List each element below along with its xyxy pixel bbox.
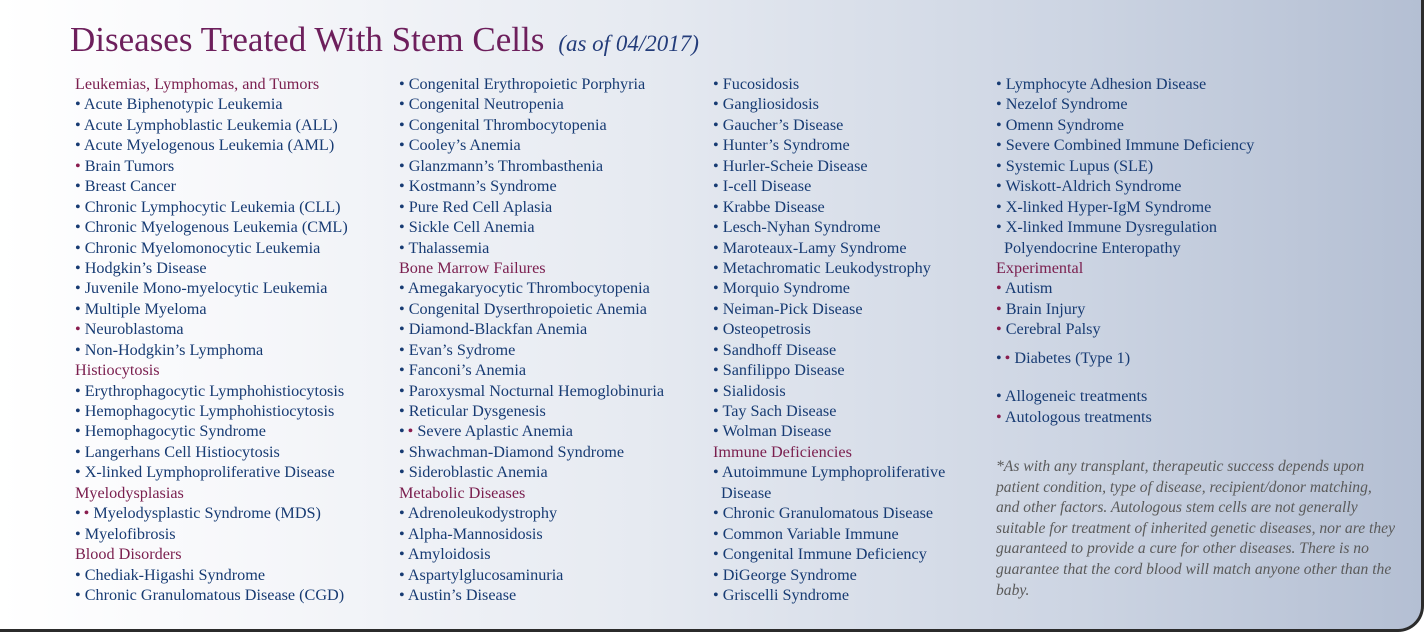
allogeneic-bullet-icon: •	[75, 95, 81, 114]
disease-name: Wolman Disease	[722, 422, 832, 441]
disease-item	[399, 238, 664, 258]
disease-item	[713, 585, 945, 605]
disease-item	[399, 340, 664, 360]
allogeneic-bullet-icon: •	[713, 218, 719, 237]
allogeneic-bullet-icon: •	[996, 136, 1002, 155]
allogeneic-bullet-icon: •	[399, 361, 405, 380]
disease-column-4	[996, 74, 1254, 427]
disease-item	[399, 197, 664, 217]
disease-name: Severe Combined Immune Deficiency	[1005, 136, 1255, 155]
disease-name: Adrenoleukodystrophy	[407, 504, 558, 523]
allogeneic-bullet-icon: •	[75, 422, 81, 441]
disease-name: Gaucher’s Disease	[722, 115, 844, 134]
disease-name: Congenital Dyserthropoietic Anemia	[408, 299, 647, 318]
disease-name: Neuroblastoma	[84, 320, 184, 339]
disease-item	[399, 135, 664, 155]
allogeneic-bullet-icon: •	[75, 177, 81, 196]
disease-name: Chronic Granulomatous Disease	[722, 504, 934, 523]
disease-name: Acute Biphenotypic Leukemia	[83, 95, 283, 114]
allogeneic-bullet-icon: •	[75, 115, 81, 134]
allogeneic-bullet-icon: •	[75, 442, 81, 461]
disease-name: Kostmann’s Syndrome	[408, 177, 557, 196]
disease-name: Glanzmann’s Thrombasthenia	[408, 156, 604, 175]
disease-name: Allogeneic treatments	[1004, 387, 1148, 406]
disease-item	[996, 217, 1254, 237]
allogeneic-bullet-icon: •	[713, 136, 719, 155]
allogeneic-bullet-icon: •	[713, 565, 719, 584]
allogeneic-bullet-icon: •	[399, 402, 405, 420]
disease-item	[996, 156, 1254, 176]
allogeneic-bullet-icon: •	[75, 197, 81, 216]
disease-item	[75, 278, 348, 298]
allogeneic-bullet-icon: •	[996, 156, 1002, 175]
disease-name: Hodgkin’s Disease	[84, 258, 207, 277]
disease-item	[399, 94, 664, 114]
allogeneic-bullet-icon: •	[713, 381, 719, 400]
title-row	[70, 20, 699, 60]
disease-name: Austin’s Disease	[407, 585, 517, 604]
disease-item	[399, 503, 664, 523]
disease-name: Amegakaryocytic Thrombocytopenia	[407, 279, 650, 298]
allogeneic-bullet-icon: •	[713, 361, 719, 380]
disease-name: Congenital Immune Deficiency	[722, 545, 927, 564]
disease-name: Autism	[1004, 279, 1053, 298]
category-heading: Blood Disorders	[75, 545, 182, 564]
disease-item	[713, 176, 945, 196]
disease-name: Autoimmune Lymphoproliferative	[721, 463, 946, 482]
allogeneic-bullet-icon: •	[399, 524, 405, 543]
disease-name: Non-Hodgkin’s Lymphoma	[84, 340, 264, 359]
disease-name: Acute Myelogenous Leukemia (AML)	[83, 136, 335, 155]
disease-item	[713, 258, 945, 278]
disease-item-continuation: Polyendocrine Enteropathy	[1004, 238, 1181, 257]
disease-item	[75, 319, 348, 339]
disease-item	[75, 238, 348, 258]
disease-item	[75, 299, 348, 319]
disease-name: Sideroblastic Anemia	[408, 463, 548, 482]
allogeneic-bullet-icon: •	[713, 115, 719, 134]
disease-name: Diabetes (Type 1)	[1014, 348, 1131, 367]
disease-item	[399, 176, 664, 196]
allogeneic-bullet-icon: •	[75, 299, 81, 318]
disease-item	[75, 258, 348, 278]
category-heading: Experimental	[996, 258, 1084, 277]
allogeneic-bullet-icon: •	[75, 504, 81, 523]
allogeneic-bullet-icon: •	[713, 75, 719, 93]
disease-item	[399, 115, 664, 135]
disease-item	[75, 381, 348, 401]
allogeneic-bullet-icon: •	[75, 258, 81, 277]
disease-item	[713, 421, 945, 441]
disease-item	[713, 74, 945, 94]
category-heading: Histiocytosis	[75, 361, 160, 380]
disease-name: Myelodysplastic Syndrome (MDS)	[93, 504, 321, 523]
allogeneic-bullet-icon: •	[399, 545, 405, 564]
disease-name: Alpha-Mannosidosis	[407, 524, 543, 543]
allogeneic-bullet-icon: •	[75, 585, 81, 604]
disease-name: DiGeorge Syndrome	[722, 565, 857, 584]
allogeneic-bullet-icon: •	[399, 565, 405, 584]
disease-item	[996, 115, 1254, 135]
allogeneic-bullet-icon: •	[713, 156, 719, 175]
disease-name: Paroxysmal Nocturnal Hemoglobinuria	[408, 381, 665, 400]
disease-item	[713, 401, 945, 421]
allogeneic-bullet-icon: •	[399, 299, 405, 318]
disease-item	[996, 407, 1254, 427]
category-heading: Immune Deficiencies	[713, 442, 852, 461]
disease-item	[75, 340, 348, 360]
allogeneic-bullet-icon: •	[399, 197, 405, 216]
allogeneic-bullet-icon: •	[713, 320, 719, 339]
autologous-bullet-icon: •	[996, 299, 1002, 318]
autologous-bullet-icon: •	[83, 504, 90, 523]
disease-item	[399, 217, 664, 237]
disease-item	[996, 176, 1254, 196]
allogeneic-bullet-icon: •	[399, 177, 405, 196]
allogeneic-bullet-icon: •	[713, 238, 719, 257]
allogeneic-bullet-icon: •	[996, 75, 1002, 93]
allogeneic-bullet-icon: •	[399, 442, 405, 461]
autologous-bullet-icon: •	[996, 279, 1002, 298]
disease-column-2	[399, 74, 664, 605]
page-title: Diseases Treated With Stem Cells	[70, 20, 545, 59]
disease-item	[75, 503, 348, 523]
disease-item	[399, 421, 664, 441]
allogeneic-bullet-icon: •	[399, 585, 405, 604]
allogeneic-bullet-icon: •	[75, 524, 81, 543]
disease-name: Fanconi’s Anemia	[408, 361, 527, 380]
disease-name: Sickle Cell Anemia	[408, 218, 535, 237]
disease-item	[713, 156, 945, 176]
disease-name: Cerebral Palsy	[1005, 320, 1101, 339]
disease-item	[399, 585, 664, 605]
disease-item	[713, 381, 945, 401]
autologous-bullet-icon: •	[407, 422, 414, 441]
allogeneic-bullet-icon: •	[399, 381, 405, 400]
allogeneic-bullet-icon: •	[399, 218, 405, 237]
disease-name: Sandhoff Disease	[722, 340, 837, 359]
disease-item	[996, 197, 1254, 217]
allogeneic-bullet-icon: •	[399, 279, 405, 298]
allogeneic-bullet-icon: •	[713, 545, 719, 564]
disease-item	[399, 299, 664, 319]
disease-name: Hunter’s Syndrome	[722, 136, 850, 155]
disease-item	[996, 319, 1254, 339]
allogeneic-bullet-icon: •	[996, 115, 1002, 134]
disease-item	[399, 381, 664, 401]
disease-item	[713, 319, 945, 339]
disease-item	[75, 462, 348, 482]
disease-name: Chronic Lymphocytic Leukemia (CLL)	[84, 197, 341, 216]
disease-name: I-cell Disease	[722, 177, 812, 196]
allogeneic-bullet-icon: •	[713, 524, 719, 543]
disease-item	[996, 386, 1254, 406]
allogeneic-bullet-icon: •	[399, 340, 405, 359]
allogeneic-bullet-icon: •	[713, 585, 719, 604]
allogeneic-bullet-icon: •	[713, 463, 719, 482]
disease-name: X-linked Lymphoproliferative Disease	[84, 463, 335, 482]
category-heading: Bone Marrow Failures	[399, 258, 546, 277]
disease-item	[399, 401, 664, 421]
allogeneic-bullet-icon: •	[996, 387, 1002, 406]
disease-item	[996, 135, 1254, 155]
allogeneic-bullet-icon: •	[399, 504, 405, 523]
disease-item	[75, 442, 348, 462]
disease-name: Congenital Erythropoietic Porphyria	[408, 75, 646, 93]
disease-name: Myelofibrosis	[84, 524, 176, 543]
disease-item	[75, 217, 348, 237]
disease-name: Congenital Thrombocytopenia	[408, 115, 607, 134]
allogeneic-bullet-icon: •	[713, 197, 719, 216]
disease-item	[996, 299, 1254, 319]
disease-name: Multiple Myeloma	[84, 299, 207, 318]
disease-item	[713, 503, 945, 523]
allogeneic-bullet-icon: •	[399, 95, 405, 114]
disease-name: Metachromatic Leukodystrophy	[722, 258, 931, 277]
disease-item	[75, 401, 348, 421]
disease-item	[713, 524, 945, 544]
disease-item	[75, 197, 348, 217]
allogeneic-bullet-icon: •	[399, 136, 405, 155]
allogeneic-bullet-icon: •	[996, 177, 1002, 196]
disease-name: Chronic Myelogenous Leukemia (CML)	[84, 218, 348, 237]
disease-name: Thalassemia	[408, 238, 490, 257]
disease-item	[399, 462, 664, 482]
disease-item	[713, 565, 945, 585]
allogeneic-bullet-icon: •	[399, 115, 405, 134]
disease-item	[713, 217, 945, 237]
autologous-bullet-icon: •	[75, 156, 81, 175]
disease-name: Chronic Granulomatous Disease (CGD)	[84, 585, 345, 604]
disease-name: Breast Cancer	[84, 177, 176, 196]
allogeneic-bullet-icon: •	[75, 238, 81, 257]
disease-name: Sanfilippo Disease	[722, 361, 845, 380]
disease-item	[399, 360, 664, 380]
disease-item	[713, 299, 945, 319]
disease-item	[996, 94, 1254, 114]
disease-item	[399, 565, 664, 585]
disease-item	[713, 360, 945, 380]
disease-item	[75, 94, 348, 114]
allogeneic-bullet-icon: •	[996, 95, 1002, 114]
allogeneic-bullet-icon: •	[996, 197, 1002, 216]
allogeneic-bullet-icon: •	[75, 218, 81, 237]
disease-name: Fucosidosis	[722, 75, 800, 93]
disease-item	[75, 156, 348, 176]
disease-name: Hemophagocytic Lymphohistiocytosis	[84, 402, 335, 420]
disease-item	[399, 442, 664, 462]
disease-name: Morquio Syndrome	[722, 279, 850, 298]
disease-item	[75, 135, 348, 155]
disease-name: Amyloidosis	[407, 545, 491, 564]
disease-item	[399, 544, 664, 564]
category-heading: Leukemias, Lymphomas, and Tumors	[75, 75, 320, 93]
disease-name: Chronic Myelomonocytic Leukemia	[84, 238, 321, 257]
allogeneic-bullet-icon: •	[399, 422, 405, 441]
disease-name: Reticular Dysgenesis	[408, 402, 546, 420]
disease-name: Brain Tumors	[84, 156, 175, 175]
disease-name: Brain Injury	[1005, 299, 1086, 318]
disease-name: Nezelof Syndrome	[1005, 95, 1128, 114]
disease-name: Gangliosidosis	[722, 95, 819, 114]
disease-item-continuation: Disease	[721, 483, 772, 502]
disclaimer-footnote: *As with any transplant, therapeutic success depends upon patient condition, type of disease, recipient/donor matching, and other factors. Autologous stem cells are not generally suitable for treatment of inherited genetic diseases, nor are they guaranteed to provide a cure for other diseases. There is no guarantee that the cord blood will match anyone other than the baby.	[996, 458, 1396, 599]
disease-item	[713, 115, 945, 135]
allogeneic-bullet-icon: •	[996, 218, 1002, 237]
disease-name: Tay Sach Disease	[722, 402, 837, 420]
disease-item	[75, 565, 348, 585]
disease-item	[75, 585, 348, 605]
allogeneic-bullet-icon: •	[75, 340, 81, 359]
disease-item	[996, 278, 1254, 298]
disease-name: Chediak-Higashi Syndrome	[84, 565, 266, 584]
allogeneic-bullet-icon: •	[713, 95, 719, 114]
category-heading: Metabolic Diseases	[399, 483, 526, 502]
disease-name: Hurler-Scheie Disease	[722, 156, 868, 175]
disease-name: Sialidosis	[722, 381, 786, 400]
disease-item	[713, 135, 945, 155]
allogeneic-bullet-icon: •	[75, 279, 81, 298]
disease-name: Autologous treatments	[1004, 407, 1152, 426]
disease-name: Griscelli Syndrome	[722, 585, 850, 604]
allogeneic-bullet-icon: •	[75, 381, 81, 400]
disease-name: Pure Red Cell Aplasia	[408, 197, 553, 216]
allogeneic-bullet-icon: •	[713, 504, 719, 523]
disease-item	[75, 421, 348, 441]
allogeneic-bullet-icon: •	[713, 279, 719, 298]
disease-name: Shwachman-Diamond Syndrome	[408, 442, 625, 461]
disease-name: Lymphocyte Adhesion Disease	[1005, 75, 1207, 93]
disease-name: Evan’s Sydrome	[408, 340, 516, 359]
disease-item	[399, 319, 664, 339]
disease-name: Systemic Lupus (SLE)	[1005, 156, 1154, 175]
disease-name: Diamond-Blackfan Anemia	[408, 320, 588, 339]
page-subtitle: (as of 04/2017)	[558, 31, 699, 56]
disease-name: Omenn Syndrome	[1005, 115, 1124, 134]
disease-item	[713, 462, 945, 482]
disease-item	[399, 524, 664, 544]
disease-item	[75, 115, 348, 135]
allogeneic-bullet-icon: •	[399, 156, 405, 175]
autologous-bullet-icon: •	[996, 320, 1002, 339]
disease-item	[713, 340, 945, 360]
disease-name: Wiskott-Aldrich Syndrome	[1005, 177, 1182, 196]
disease-column-3	[713, 74, 945, 605]
allogeneic-bullet-icon: •	[713, 340, 719, 359]
disease-name: Maroteaux-Lamy Syndrome	[722, 238, 907, 257]
disease-item	[996, 74, 1254, 94]
disease-item	[713, 197, 945, 217]
disease-name: Aspartylglucosaminuria	[407, 565, 564, 584]
allogeneic-bullet-icon: •	[996, 348, 1002, 367]
allogeneic-bullet-icon: •	[713, 177, 719, 196]
disease-name: Cooley’s Anemia	[408, 136, 521, 155]
disease-name: Hemophagocytic Syndrome	[84, 422, 266, 441]
disease-name: Lesch-Nyhan Syndrome	[722, 218, 881, 237]
allogeneic-bullet-icon: •	[75, 136, 81, 155]
allogeneic-bullet-icon: •	[713, 422, 719, 441]
allogeneic-bullet-icon: •	[399, 238, 405, 257]
allogeneic-bullet-icon: •	[713, 299, 719, 318]
allogeneic-bullet-icon: •	[399, 75, 405, 93]
disease-item	[713, 238, 945, 258]
allogeneic-bullet-icon: •	[399, 320, 405, 339]
category-heading: Myelodysplasias	[75, 483, 184, 502]
allogeneic-bullet-icon: •	[399, 463, 405, 482]
disease-name: Erythrophagocytic Lymphohistiocytosis	[84, 381, 345, 400]
disease-item	[399, 278, 664, 298]
disease-item	[75, 524, 348, 544]
allogeneic-bullet-icon: •	[75, 402, 81, 420]
disease-name: Common Variable Immune	[722, 524, 899, 543]
disease-item	[399, 156, 664, 176]
disease-name: Osteopetrosis	[722, 320, 811, 339]
allogeneic-bullet-icon: •	[75, 463, 81, 482]
disease-item	[713, 544, 945, 564]
disease-name: Krabbe Disease	[722, 197, 825, 216]
disease-name: Acute Lymphoblastic Leukemia (ALL)	[83, 115, 338, 134]
disease-column-1	[75, 74, 348, 605]
allogeneic-bullet-icon: •	[713, 402, 719, 420]
autologous-bullet-icon: •	[75, 320, 81, 339]
disease-item	[75, 176, 348, 196]
autologous-bullet-icon: •	[996, 407, 1002, 426]
disease-name: Langerhans Cell Histiocytosis	[84, 442, 280, 461]
disease-item	[713, 94, 945, 114]
allogeneic-bullet-icon: •	[713, 258, 719, 277]
disease-name: X-linked Immune Dysregulation	[1005, 218, 1218, 237]
autologous-bullet-icon: •	[1004, 348, 1011, 367]
disease-name: Neiman-Pick Disease	[722, 299, 863, 318]
disease-item	[996, 348, 1254, 368]
disease-name: X-linked Hyper-IgM Syndrome	[1005, 197, 1212, 216]
allogeneic-bullet-icon: •	[75, 565, 81, 584]
disease-item	[713, 278, 945, 298]
disease-name: Juvenile Mono-myelocytic Leukemia	[84, 279, 328, 298]
disease-name: Severe Aplastic Anemia	[417, 422, 573, 441]
disease-name: Congenital Neutropenia	[408, 95, 564, 114]
disease-item	[399, 74, 664, 94]
